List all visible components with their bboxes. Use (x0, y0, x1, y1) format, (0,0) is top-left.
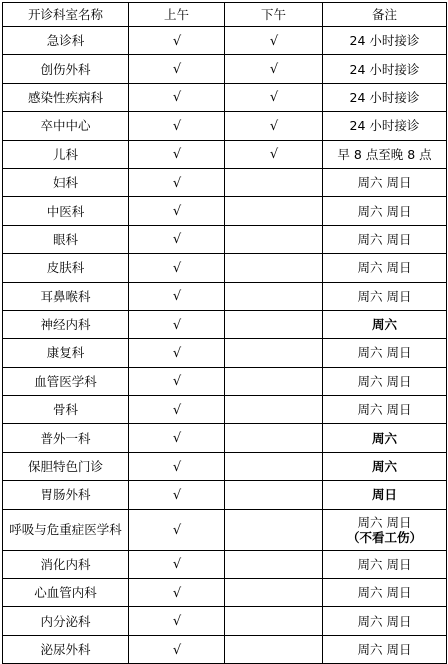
morning-cell (129, 339, 225, 367)
note-cell (323, 509, 447, 550)
note-text: 周六 周日 (357, 402, 412, 418)
table-row (3, 550, 447, 578)
afternoon-cell (225, 168, 323, 196)
check-mark-icon: √ (172, 204, 181, 220)
check-mark-icon: √ (172, 175, 181, 191)
check-mark-icon: √ (269, 62, 278, 78)
table-row (3, 635, 447, 663)
morning-cell (129, 140, 225, 168)
check-mark-icon: √ (269, 33, 278, 49)
afternoon-cell (225, 197, 323, 225)
afternoon-cell (225, 509, 323, 550)
check-mark-icon: √ (172, 345, 181, 361)
department-cell: 创伤外科 (3, 55, 129, 83)
check-mark-icon: √ (172, 289, 181, 305)
afternoon-cell (225, 112, 323, 140)
check-mark-icon: √ (172, 614, 181, 630)
department-cell: 内分泌科 (3, 607, 129, 635)
afternoon-cell (225, 367, 323, 395)
department-cell: 急诊科 (3, 27, 129, 55)
table-row (3, 607, 447, 635)
afternoon-cell (225, 339, 323, 367)
note-cell (323, 396, 447, 424)
morning-cell (129, 452, 225, 480)
check-mark-icon: √ (172, 431, 181, 447)
check-mark-icon: √ (172, 374, 181, 390)
note-text: 周六 (371, 430, 397, 446)
afternoon-cell (225, 452, 323, 480)
check-mark-icon: √ (172, 402, 181, 418)
department-cell: 感染性疾病科 (3, 83, 129, 111)
department-cell: 神经内科 (3, 310, 129, 338)
note-text: 周六 周日 (357, 373, 412, 389)
note-text: 周六 周日 (357, 556, 412, 572)
table-row (3, 424, 447, 452)
afternoon-cell (225, 140, 323, 168)
note-text: 周六 周日 (357, 260, 412, 276)
note-cell (323, 254, 447, 282)
table-row (3, 225, 447, 253)
department-cell: 骨科 (3, 396, 129, 424)
table-row (3, 27, 447, 55)
note-text: 周六 周日 (357, 288, 412, 304)
department-cell: 呼吸与危重症医学科 (3, 509, 129, 550)
morning-cell (129, 635, 225, 663)
check-mark-icon: √ (172, 147, 181, 163)
note-cell (323, 635, 447, 663)
note-cell (323, 168, 447, 196)
note-text: 24 小时接诊 (349, 33, 420, 49)
table-row (3, 509, 447, 550)
note-text: 周六 周日 (357, 613, 412, 629)
afternoon-cell (225, 481, 323, 509)
note-text: 24 小时接诊 (349, 118, 420, 134)
department-cell: 保胆特色门诊 (3, 452, 129, 480)
note-cell (323, 55, 447, 83)
morning-cell (129, 579, 225, 607)
note-text: 周六 周日 (357, 203, 412, 219)
note-text: 周六 (371, 317, 397, 333)
afternoon-cell (225, 282, 323, 310)
morning-cell (129, 310, 225, 338)
morning-cell (129, 396, 225, 424)
clinic-schedule-table (2, 2, 447, 664)
morning-cell (129, 55, 225, 83)
note-text: 周六 周日 (357, 175, 412, 191)
note-cell (323, 579, 447, 607)
note-text: 早 8 点至晚 8 点 (337, 146, 432, 162)
afternoon-cell (225, 83, 323, 111)
department-cell: 普外一科 (3, 424, 129, 452)
note-text: 24 小时接诊 (349, 61, 420, 77)
department-cell: 妇科 (3, 168, 129, 196)
note-cell (323, 607, 447, 635)
morning-cell (129, 225, 225, 253)
header-afternoon: 下午 (225, 3, 323, 27)
note-cell (323, 282, 447, 310)
department-cell: 消化内科 (3, 550, 129, 578)
check-mark-icon: √ (172, 260, 181, 276)
afternoon-cell (225, 254, 323, 282)
check-mark-icon: √ (269, 90, 278, 106)
note-cell (323, 452, 447, 480)
table-row (3, 579, 447, 607)
table-row (3, 310, 447, 338)
morning-cell (129, 424, 225, 452)
afternoon-cell (225, 225, 323, 253)
afternoon-cell (225, 579, 323, 607)
department-cell: 康复科 (3, 339, 129, 367)
table-row (3, 168, 447, 196)
check-mark-icon: √ (172, 642, 181, 658)
department-cell: 泌尿外科 (3, 635, 129, 663)
check-mark-icon: √ (172, 487, 181, 503)
note-cell (323, 481, 447, 509)
check-mark-icon: √ (172, 33, 181, 49)
table-row (3, 83, 447, 111)
department-cell: 皮肤科 (3, 254, 129, 282)
note-text: 周六 周日 (357, 585, 412, 601)
check-mark-icon: √ (172, 459, 181, 475)
note-cell (323, 310, 447, 338)
afternoon-cell (225, 635, 323, 663)
check-mark-icon: √ (172, 557, 181, 573)
table-header (3, 3, 447, 27)
afternoon-cell (225, 27, 323, 55)
morning-cell (129, 254, 225, 282)
check-mark-icon: √ (172, 232, 181, 248)
note-text: 周六 周日 (357, 345, 412, 361)
afternoon-cell (225, 396, 323, 424)
department-cell: 血管医学科 (3, 367, 129, 395)
note-cell (323, 339, 447, 367)
morning-cell (129, 83, 225, 111)
table-row (3, 396, 447, 424)
note-text: 周六 (371, 459, 397, 475)
afternoon-cell (225, 607, 323, 635)
header-morning: 上午 (129, 3, 225, 27)
department-cell: 心血管内科 (3, 579, 129, 607)
morning-cell (129, 550, 225, 578)
table-row (3, 452, 447, 480)
afternoon-cell (225, 55, 323, 83)
table-row (3, 339, 447, 367)
morning-cell (129, 112, 225, 140)
afternoon-cell (225, 310, 323, 338)
table-body (3, 27, 447, 664)
afternoon-cell (225, 550, 323, 578)
department-cell: 儿科 (3, 140, 129, 168)
table-row (3, 140, 447, 168)
morning-cell (129, 367, 225, 395)
note-text: 周六 周日 (357, 231, 412, 247)
note-cell (323, 197, 447, 225)
afternoon-cell (225, 424, 323, 452)
check-mark-icon: √ (269, 118, 278, 134)
morning-cell (129, 197, 225, 225)
check-mark-icon: √ (172, 522, 181, 538)
department-cell: 中医科 (3, 197, 129, 225)
note-cell (323, 27, 447, 55)
note-cell (323, 140, 447, 168)
morning-cell (129, 607, 225, 635)
check-mark-icon: √ (172, 317, 181, 333)
table-row (3, 254, 447, 282)
check-mark-icon: √ (172, 118, 181, 134)
header-note: 备注 (323, 3, 447, 27)
check-mark-icon: √ (172, 90, 181, 106)
note-text: 周日 (371, 487, 397, 503)
table-row (3, 55, 447, 83)
table-row (3, 367, 447, 395)
note-cell (323, 83, 447, 111)
note-text: 24 小时接诊 (349, 89, 420, 105)
table-row (3, 481, 447, 509)
check-mark-icon: √ (269, 147, 278, 163)
morning-cell (129, 282, 225, 310)
department-cell: 耳鼻喉科 (3, 282, 129, 310)
note-cell (323, 424, 447, 452)
morning-cell (129, 509, 225, 550)
table-row (3, 197, 447, 225)
morning-cell (129, 27, 225, 55)
header-department: 开诊科室名称 (3, 3, 129, 27)
note-text: 周六 周日 (357, 642, 412, 657)
note-cell (323, 367, 447, 395)
note-text: 周六 周日 (357, 514, 412, 530)
note-text: （不看工伤） (346, 529, 422, 545)
note-cell (323, 225, 447, 253)
table-row (3, 112, 447, 140)
department-cell: 眼科 (3, 225, 129, 253)
morning-cell (129, 481, 225, 509)
morning-cell (129, 168, 225, 196)
note-cell (323, 550, 447, 578)
check-mark-icon: √ (172, 585, 181, 601)
department-cell: 胃肠外科 (3, 481, 129, 509)
check-mark-icon: √ (172, 62, 181, 78)
header-row (3, 3, 447, 27)
note-cell (323, 112, 447, 140)
department-cell: 卒中中心 (3, 112, 129, 140)
table-row (3, 282, 447, 310)
